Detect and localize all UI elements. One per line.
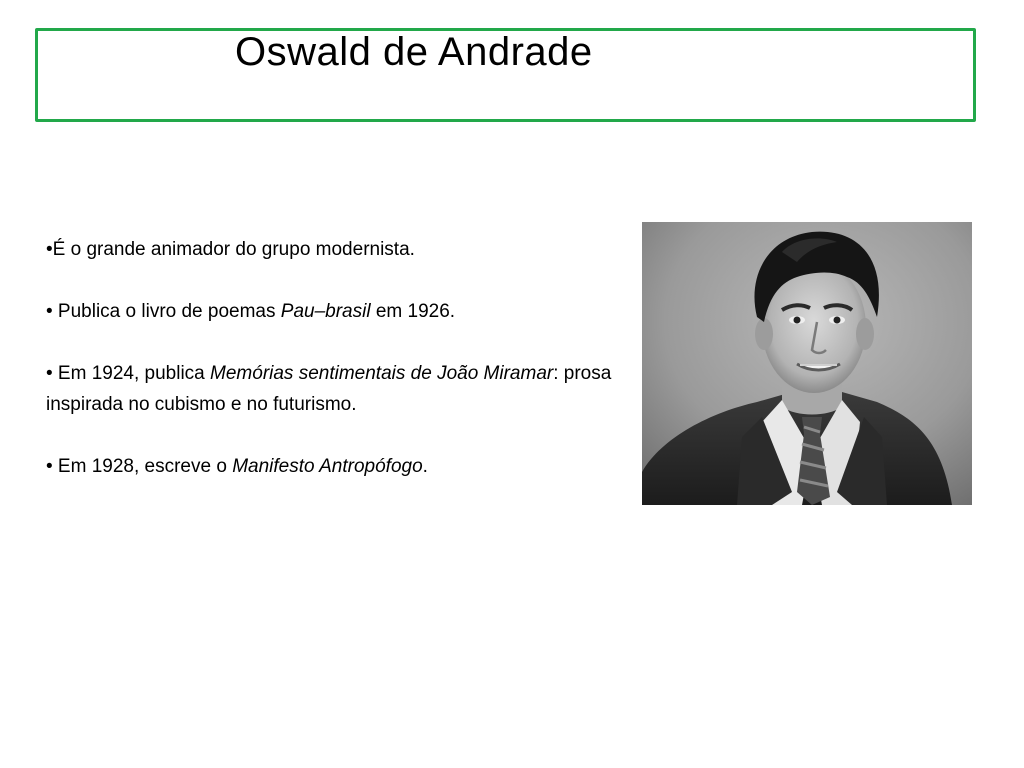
book-title: Manifesto Antropófogo	[232, 456, 423, 477]
bullet-text: • Publica o livro de poemas	[46, 301, 281, 322]
portrait-photo	[642, 222, 972, 505]
bullet-list	[46, 234, 616, 482]
bullet-item	[46, 296, 616, 327]
slide-title: Oswald de Andrade	[235, 30, 593, 74]
bullet-text: .	[422, 456, 428, 477]
bullet-item	[46, 358, 616, 420]
book-title: Memórias sentimentais de João Miramar	[210, 363, 554, 384]
bullet-text: em 1926.	[370, 301, 456, 322]
book-title: Pau–brasil	[280, 301, 371, 322]
bullet-item	[46, 451, 616, 482]
bullet-text: • Em 1924, publica	[46, 363, 211, 384]
bullet-text: • Em 1928, escreve o	[46, 456, 233, 477]
portrait-image	[642, 222, 972, 505]
bullet-text: •É o grande animador do grupo modernista.	[46, 239, 415, 260]
bullet-item	[46, 234, 616, 265]
bullet-text: : prosa inspirada no cubismo e no futurismo.	[46, 363, 612, 415]
